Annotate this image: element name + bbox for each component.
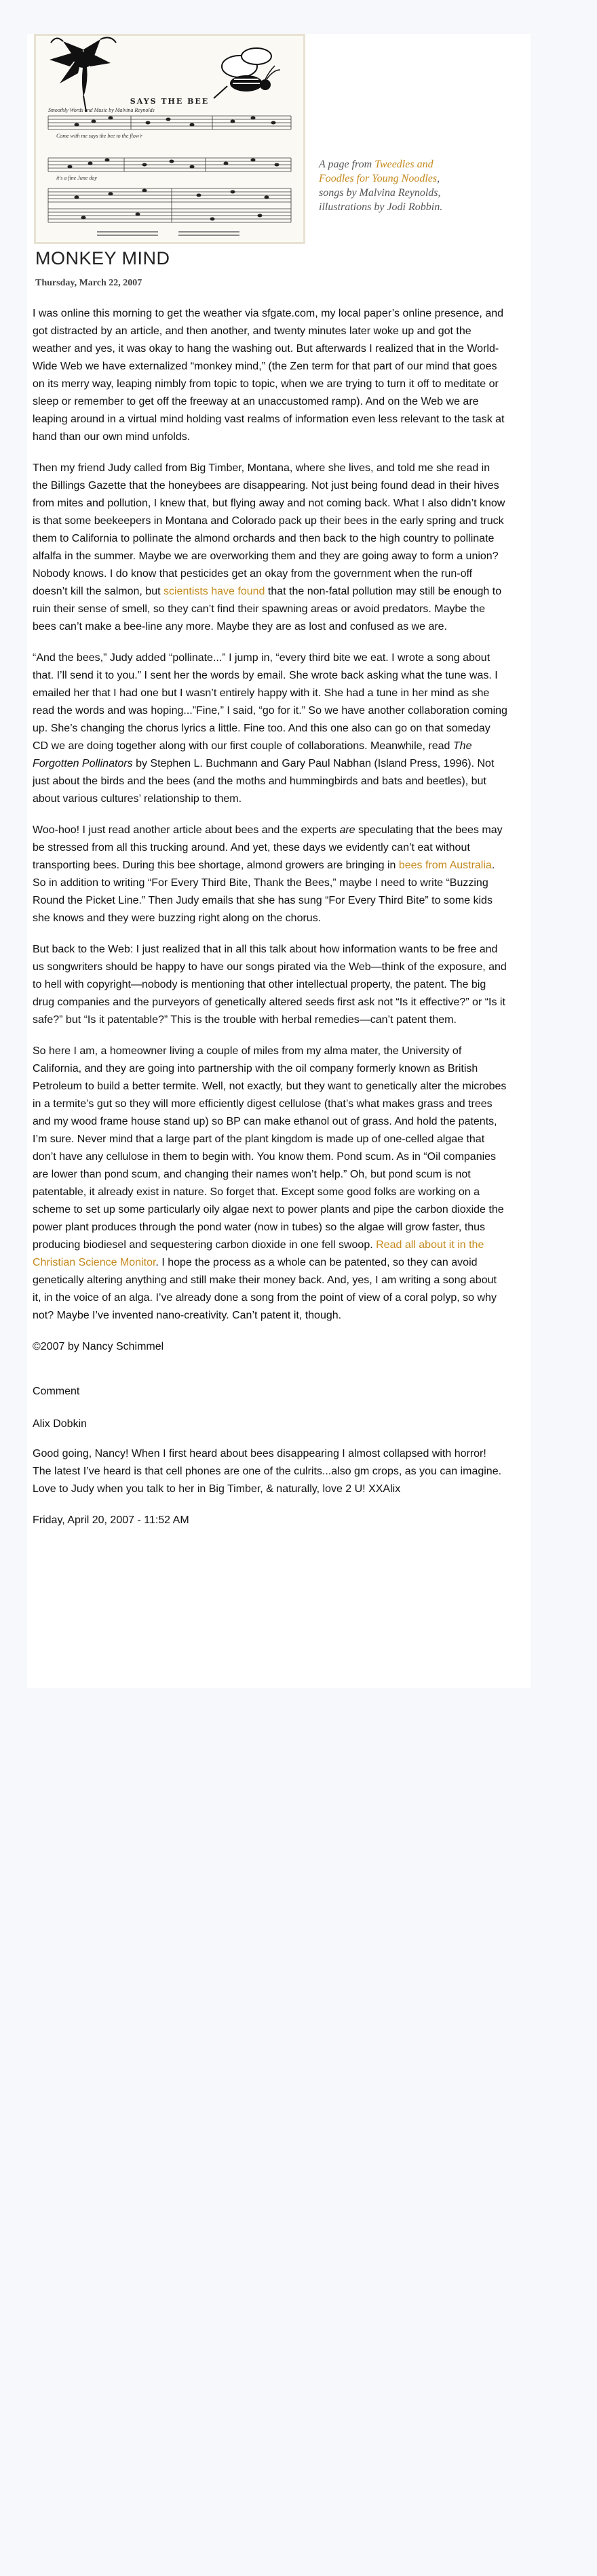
p4-text-a: Woo-hoo! I just read another article about bees and the experts <box>33 824 340 836</box>
post-body <box>33 305 507 1543</box>
paragraph-2 <box>33 460 507 636</box>
sheet-title: SAYS THE BEE <box>130 97 210 106</box>
p4-text-c: . So in addition to writing “For Every Third Bite, Thank the Bees,” maybe I need to write “Buzzing Round the Picket Line.” Then Judy emails that she has sung “For Every Third Bite” to some kids she knows and they were buzzing right along on the chorus. <box>33 860 495 924</box>
christian-science-monitor-link[interactable]: Read all about it in the Christian Science Monitor <box>33 1239 484 1268</box>
p6-text-a: So here I am, a homeowner living a couple of miles from my alma mater, the University of California, and they are going into partnership with the oil company formerly known as British Petroleum to build a better termite. Well, not exactly, but they want to genetically alter the microbes in a termite’s gut so they will more efficiently digest cellulose (that’s what makes grass and trees and my wood frame house stand up) so BP can make ethanol out of grass. And hold the patents, I’m sure. Never mind that a large part of the plant kingdom is made up of one-celled algae that don’t have any cellulose in them to begin with. You know them. Pond scum. As in “Oil companies are lower than pond scum, and changing their names won’t help.” Oh, but pond scum is not patentable, it already exist in nature. So forget that. Except some good folks are working on a scheme to set up some particularly oily algae next to power plants and pipe the carbon dioxide the power plant produces through the pond water (now in tubes) so the algae will grow faster, thus producing biodiesel and sequestering carbon dioxide in one fell swoop. <box>33 1045 507 1251</box>
comment-timestamp: Friday, April 20, 2007 - 11:52 AM <box>33 1514 189 1526</box>
paragraph-1: I was online this morning to get the weather via sfgate.com, my local paper’s online presence, and got distracted by an article, and then another, and twenty minutes later woke up and got the weather and yes, it was okay to hang the washing out. But afterwards I realized that in the World-Wide Web we have externalized “monkey mind,” (the Zen term for that part of our mind that goes on its merry way, leaping nimbly from topic to topic, when we are trying to turn it off to meditate or sleep or remember to get off the freeway at an unaccustomed ramp). And on the Web we are leaping around in a virtual mind holding vast realms of information even less relevant to the task at hand than our own mind unfolds. <box>33 308 505 443</box>
paragraph-4 <box>33 822 507 927</box>
sheet-music-illustration <box>34 34 305 244</box>
sheet-lyric-2: Come with me says the bee to the flow'r <box>56 133 143 139</box>
p2-text-a: Then my friend Judy called from Big Timber, Montana, where she lives, and told me she read in the Billings Gazette that the honeybees are disappearing. Not just being found dead in their hives from mites and pollution, I knew that, but flying away and not coming back. What I also didn’t know is that some beekeepers in Montana and Colorado pack up their bees in the early spring and truck them to California to pollinate the almond orchards and then back to the high country to pollinate alfalfa in the summer. Maybe we are overworking them and they are going away to form a union? Nobody knows. I do know that pesticides get an okay from the government when the run-off doesn’t kill the salmon, but <box>33 462 505 597</box>
p6-text-b: . I hope the process as a whole can be patented, so they can avoid genetically altering anything and still make their money back. And, yes, I am writing a song about it, in the voice of an alga. I’ve already done a song from the point of view of a coral polyp, so why not? Maybe I’ve invented nano-creativity. Can’t patent it, though. <box>33 1257 497 1321</box>
songbook-link[interactable]: Tweedles and Foodles for Young Noodles <box>319 159 438 184</box>
comment-author: Alix Dobkin <box>33 1418 88 1430</box>
comment-section <box>33 1383 507 1529</box>
p2-text-b: that the non-fatal pollution may still be enough to ruin their sense of smell, so they can’t find their spawning areas or avoid predators. Maybe the bees can’t make a bee-line any more. Maybe they are as lost and confused as we are. <box>33 586 502 632</box>
p3-text-b: by Stephen L. Buchmann and Gary Paul Nabhan (Island Press, 1996). Not just about the birds and the bees (and the moths and hummingbirds and bats and beetles), but about various cultures’ relationship to them. <box>33 758 495 805</box>
p4-emphasis: are <box>339 824 355 836</box>
paragraph-6 <box>33 1043 507 1325</box>
caption-suffix: , songs by Malvina Reynolds, illustrations by Jodi Robbin. <box>319 173 443 213</box>
sheet-lyric-1: Smoothly Words and Music by Malvina Reynolds <box>48 107 155 113</box>
sheet-lyric-3: it's a fine June day <box>56 175 97 181</box>
book-title: The Forgotten Pollinators <box>33 740 472 769</box>
scientists-have-found-link[interactable]: scientists have found <box>163 586 265 597</box>
caption-prefix: A page from <box>319 159 375 170</box>
image-caption <box>319 157 461 214</box>
comment-heading: Comment <box>33 1386 80 1397</box>
bees-from-australia-link[interactable]: bees from Australia <box>398 860 492 871</box>
bee-and-lily-artwork <box>36 36 303 242</box>
p4-text-b: speculating that the bees may be stressed from all this trucking around. And yet, these days we evidently can’t eat without transporting bees. During this bee shortage, almond growers are bringing in <box>33 824 503 871</box>
paragraph-3 <box>33 649 507 808</box>
post-date: Thursday, March 22, 2007 <box>35 278 142 288</box>
p3-text-a: “And the bees,” Judy added “pollinate...” I jump in, “every third bite we eat. I wrote a song about that. I’ll send it to you.” I sent her the words by email. She wrote back asking what the tune was. I emailed her that I had one but I wasn’t entirely happy with it. She had a tune in her mind as she read the words and was hoping...”Fine,” I said, “go for it.” So we have another collaboration coming up. She’s changing the chorus lyrics a little. Fine too. And this one also can go on that someday CD we are doing together along with our first couple of collaborations. Meanwhile, read <box>33 652 507 752</box>
post-title: MONKEY MIND <box>35 248 170 268</box>
comment-text: Good going, Nancy! When I first heard about bees disappearing I almost collapsed with horror! The latest I’ve heard is that cell phones are one of the culrits...also gm crops, as you can imagine. Love to Judy when you talk to her in Big Timber, & naturally, love 2 U! XXAlix <box>33 1448 502 1495</box>
copyright-signature: ©2007 by Nancy Schimmel <box>33 1341 164 1352</box>
paragraph-5: But back to the Web: I just realized that in all this talk about how information wants to be free and us songwriters should be happy to have our songs pirated via the Web—think of the exposure, and to hell with copyright—nobody is mentioning that other intellectual property, the patent. The big drug companies and the purveyors of genetically altered seeds first ask not “Is it effective?” or “Is it safe?” but “Is it patentable?” This is the trouble with herbal remedies—can’t patent them. <box>33 944 507 1026</box>
